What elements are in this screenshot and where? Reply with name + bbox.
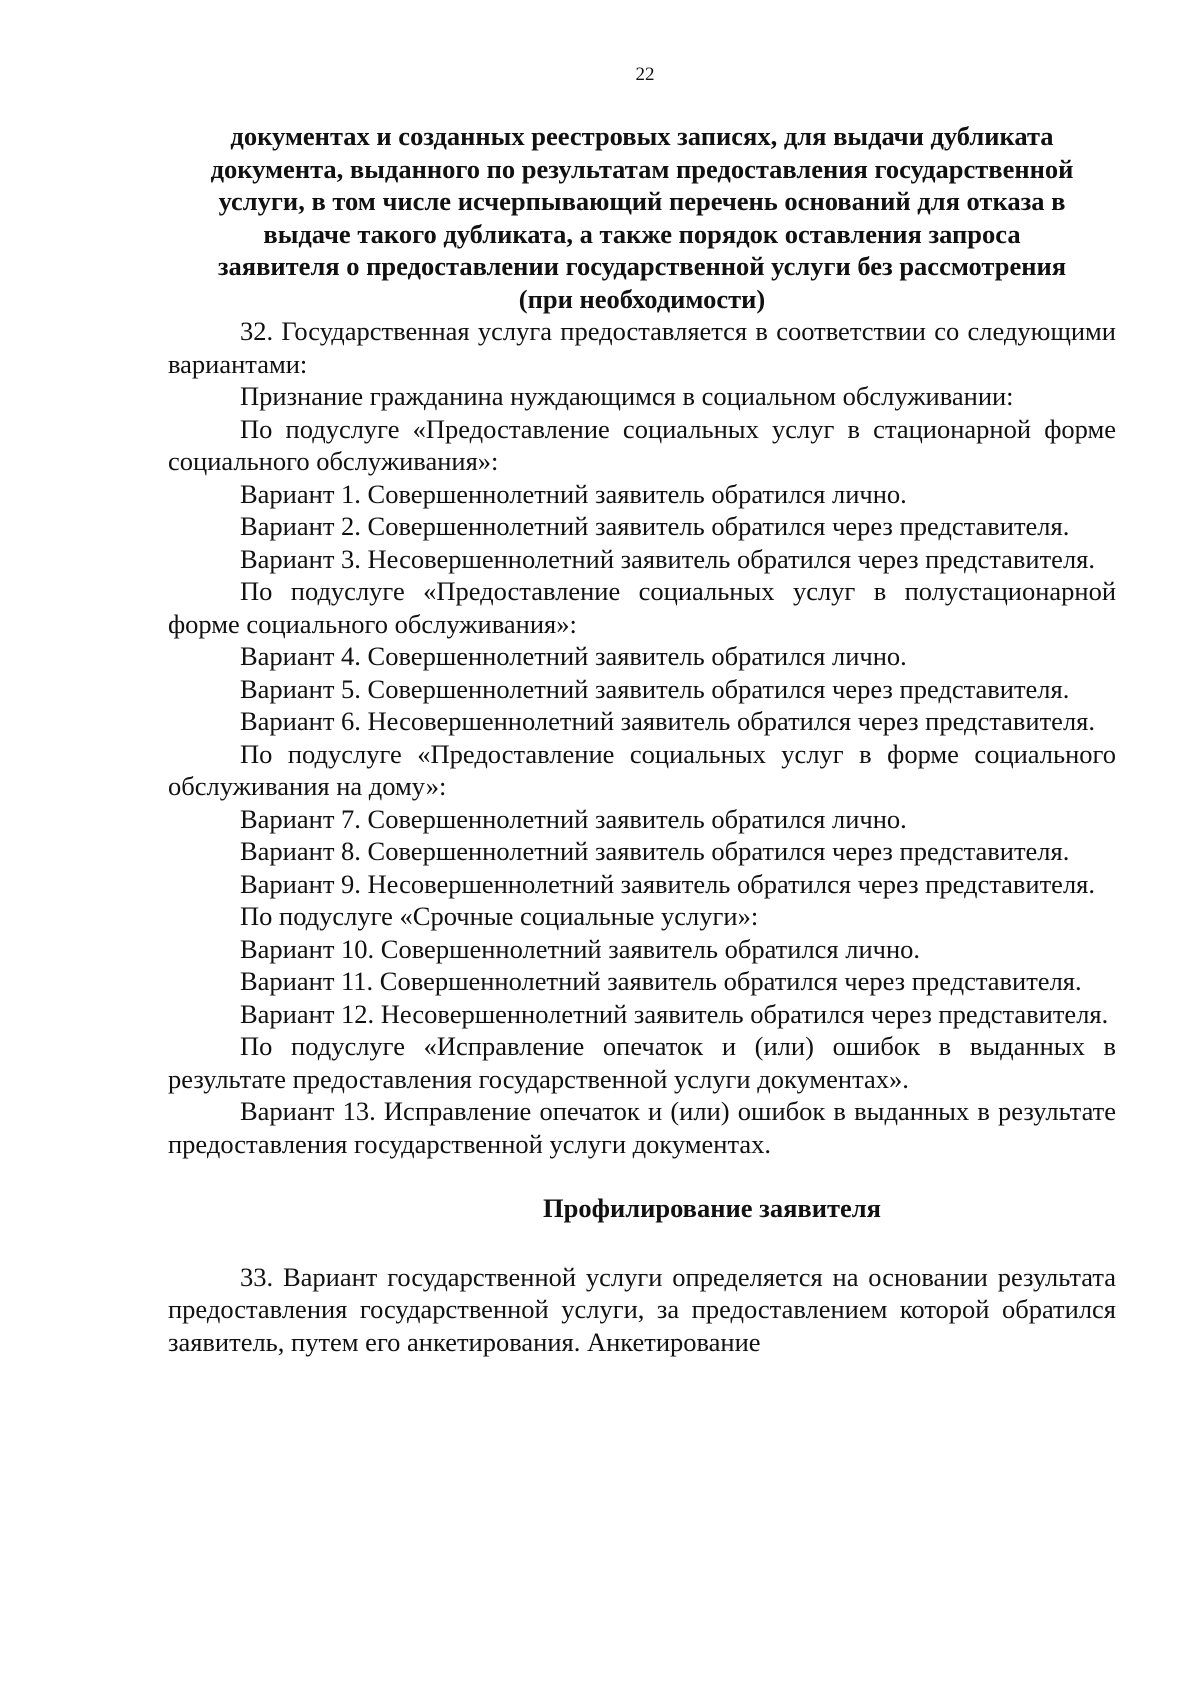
paragraph: По подуслуге «Исправление опечаток и (или) ошибок в выданных в результате предоставления государственной услуги документах». bbox=[168, 1031, 1116, 1094]
paragraph: Вариант 10. Совершеннолетний заявитель обратился лично. bbox=[240, 933, 921, 964]
paragraph: 32. Государственная услуга предоставляется в соответствии со следующими вариантами: bbox=[168, 316, 1116, 379]
paragraph: По подуслуге «Предоставление социальных услуг в стационарной форме социального обслуживания»: bbox=[168, 413, 1116, 476]
subheading: Профилирование заявителя bbox=[543, 1193, 881, 1223]
paragraph: Вариант 13. Исправление опечаток и (или) ошибок в выданных в результате предоставления государственной услуги документах. bbox=[168, 1096, 1116, 1159]
heading-line: (при необходимости) bbox=[518, 283, 766, 314]
spacer bbox=[168, 1160, 1116, 1192]
section-heading bbox=[168, 120, 1116, 315]
page-number: 22 bbox=[635, 64, 655, 85]
document-body bbox=[168, 120, 1116, 1358]
heading-line: документах и созданных реестровых записях, для выдачи дубликата bbox=[230, 121, 1054, 151]
paragraph: По подуслуге «Срочные социальные услуги»: bbox=[240, 901, 759, 931]
heading-line: заявителя о предоставлении государственной услуги без рассмотрения bbox=[217, 251, 1067, 281]
paragraph: Вариант 11. Совершеннолетний заявитель обратился через представителя. bbox=[240, 966, 1082, 996]
paragraph: Вариант 3. Несовершеннолетний заявитель обратился через представителя. bbox=[240, 543, 1095, 574]
paragraph: По подуслуге «Предоставление социальных услуг в форме социального обслуживания на дому»: bbox=[168, 738, 1116, 801]
paragraph: Вариант 4. Совершеннолетний заявитель обратился лично. bbox=[240, 641, 907, 671]
paragraph: Вариант 2. Совершеннолетний заявитель обратился через представителя. bbox=[240, 511, 1070, 541]
heading-line: документа, выданного по результатам предоставления государственной bbox=[210, 153, 1074, 184]
closing-paragraph: 33. Вариант государственной услуги определяется на основании результата предоставления государственной услуги, за предоставлением которой обратился заявитель, путем его анкетирования. Анкетирование bbox=[168, 1261, 1116, 1357]
paragraph: Вариант 6. Несовершеннолетний заявитель обратился через представителя. bbox=[240, 706, 1095, 736]
heading-line: услуги, в том числе исчерпывающий перечень оснований для отказа в bbox=[218, 186, 1066, 216]
paragraph: Вариант 7. Совершеннолетний заявитель обратился лично. bbox=[240, 803, 907, 834]
heading-line: выдаче такого дубликата, а также порядок оставления запроса bbox=[263, 218, 1021, 249]
paragraph: Вариант 9. Несовершеннолетний заявитель обратился через представителя. bbox=[240, 868, 1095, 899]
paragraph: Признание гражданина нуждающимся в социальном обслуживании: bbox=[240, 381, 1014, 411]
paragraph: Вариант 8. Совершеннолетний заявитель обратился через представителя. bbox=[240, 836, 1070, 866]
spacer bbox=[168, 1225, 1116, 1261]
paragraph: Вариант 12. Несовершеннолетний заявитель обратился через представителя. bbox=[240, 998, 1109, 1029]
paragraph: По подуслуге «Предоставление социальных услуг в полустационарной форме социального обслуживания»: bbox=[168, 576, 1116, 639]
paragraph: Вариант 5. Совершеннолетний заявитель обратился через представителя. bbox=[240, 673, 1070, 704]
paragraph: Вариант 1. Совершеннолетний заявитель обратился лично. bbox=[240, 478, 907, 509]
